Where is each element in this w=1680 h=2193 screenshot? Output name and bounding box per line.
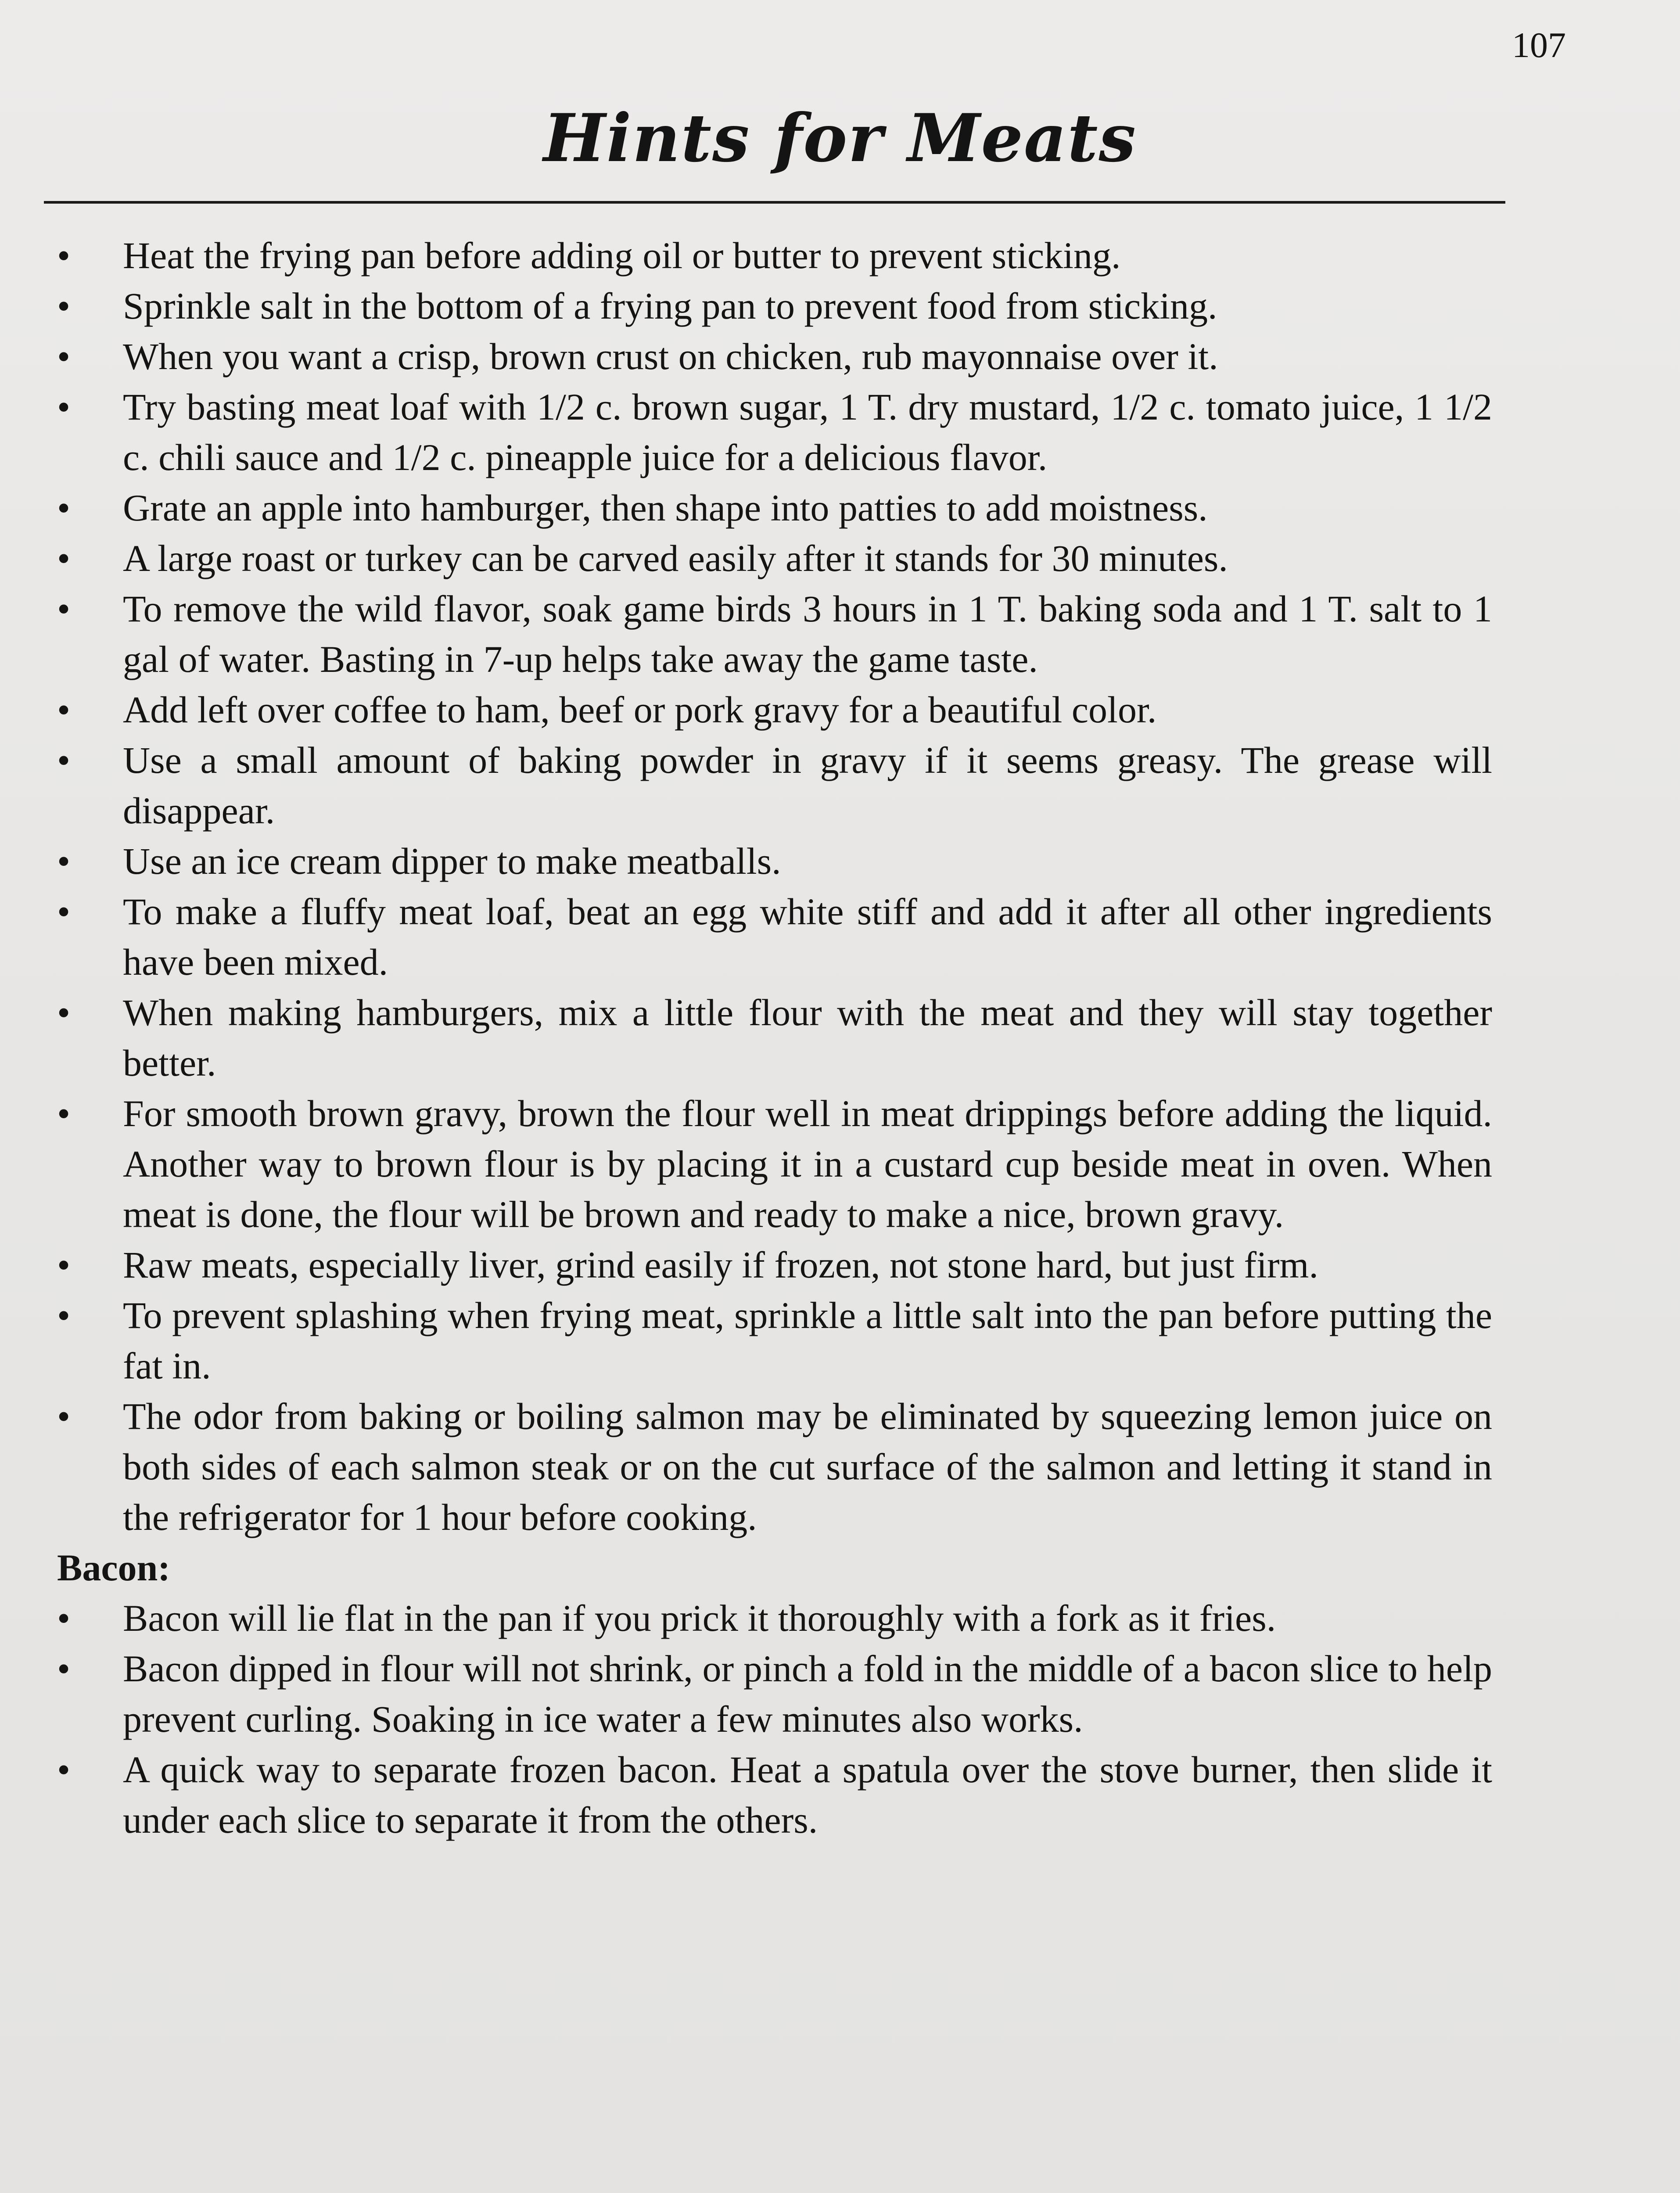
bacon-hint-item bbox=[57, 1644, 1492, 1744]
hint-item bbox=[57, 836, 1492, 887]
hint-text: Heat the frying pan before adding oil or butter to prevent sticking. bbox=[123, 234, 1121, 276]
hint-item bbox=[57, 685, 1492, 735]
bullet-icon: • bbox=[57, 890, 71, 933]
hint-item bbox=[57, 735, 1492, 836]
hint-text: To prevent splashing when frying meat, sprinkle a little salt into the pan before putting the fat in. bbox=[123, 1294, 1492, 1387]
hint-text: Use an ice cream dipper to make meatballs. bbox=[123, 840, 781, 882]
bacon-hint-item bbox=[57, 1593, 1492, 1644]
hint-text: To remove the wild flavor, soak game birds 3 hours in 1 T. baking soda and 1 T. salt to 1 gal of water. Basting in 7-up helps take away the game taste. bbox=[123, 588, 1492, 680]
hint-item bbox=[57, 1391, 1492, 1543]
hint-text: The odor from baking or boiling salmon may be eliminated by squeezing lemon juice on both sides of each salmon steak or on the cut surface of the salmon and letting it stand in the refrigerator for 1 hour before cooking. bbox=[123, 1395, 1492, 1538]
bullet-icon: • bbox=[57, 1597, 71, 1639]
bullet-icon: • bbox=[57, 689, 71, 731]
bullet-icon: • bbox=[57, 1647, 71, 1690]
hint-item bbox=[57, 281, 1492, 331]
bullet-icon: • bbox=[57, 1092, 71, 1134]
hints-content bbox=[57, 230, 1492, 1845]
bullet-icon: • bbox=[57, 386, 71, 428]
page-number: 107 bbox=[1512, 25, 1566, 65]
hint-item bbox=[57, 1240, 1492, 1290]
bacon-section-heading: Bacon: bbox=[57, 1547, 170, 1589]
bacon-hint-item bbox=[57, 1744, 1492, 1845]
hint-item bbox=[57, 987, 1492, 1088]
hint-text: Add left over coffee to ham, beef or pork gravy for a beautiful color. bbox=[123, 689, 1157, 731]
hint-text: When you want a crisp, brown crust on chicken, rub mayonnaise over it. bbox=[123, 335, 1218, 377]
hint-item bbox=[57, 1088, 1492, 1240]
bullet-icon: • bbox=[57, 335, 71, 377]
hint-text: For smooth brown gravy, brown the flour well in meat drippings before adding the liquid. Another way to brown flour is by placing it in a custard cup beside meat in oven. When meat is done, the flour will be brown and ready to make a nice, brown gravy. bbox=[123, 1092, 1492, 1235]
hint-text: Sprinkle salt in the bottom of a frying pan to prevent food from sticking. bbox=[123, 285, 1217, 327]
bullet-icon: • bbox=[57, 1395, 71, 1437]
hint-item bbox=[57, 483, 1492, 533]
hint-text: Bacon will lie flat in the pan if you prick it thoroughly with a fork as it fries. bbox=[123, 1597, 1276, 1639]
bullet-icon: • bbox=[57, 487, 71, 529]
bullet-icon: • bbox=[57, 991, 71, 1034]
bullet-icon: • bbox=[57, 739, 71, 781]
bullet-icon: • bbox=[57, 234, 71, 276]
bullet-icon: • bbox=[57, 1294, 71, 1336]
bullet-icon: • bbox=[57, 537, 71, 579]
hint-text: When making hamburgers, mix a little flour with the meat and they will stay together better. bbox=[123, 991, 1492, 1084]
hint-text: Try basting meat loaf with 1/2 c. brown sugar, 1 T. dry mustard, 1/2 c. tomato juice, 1 1/2 c. chili sauce and 1/2 c. pineapple juice for a delicious flavor. bbox=[123, 386, 1492, 478]
hint-text: Use a small amount of baking powder in gravy if it seems greasy. The grease will disappear. bbox=[123, 739, 1492, 832]
title-divider bbox=[44, 201, 1505, 204]
hint-text: To make a fluffy meat loaf, beat an egg white stiff and add it after all other ingredients have been mixed. bbox=[123, 890, 1492, 983]
hint-item bbox=[57, 230, 1492, 281]
hint-item bbox=[57, 331, 1492, 382]
hint-item bbox=[57, 382, 1492, 483]
hint-text: A large roast or turkey can be carved easily after it stands for 30 minutes. bbox=[123, 537, 1228, 579]
hint-item bbox=[57, 584, 1492, 685]
hint-item bbox=[57, 1290, 1492, 1391]
hint-text: Raw meats, especially liver, grind easily if frozen, not stone hard, but just firm. bbox=[123, 1244, 1318, 1286]
bullet-icon: • bbox=[57, 840, 71, 882]
hint-text: Bacon dipped in flour will not shrink, or pinch a fold in the middle of a bacon slice to help prevent curling. Soaking in ice water a few minutes also works. bbox=[123, 1647, 1492, 1740]
bullet-icon: • bbox=[57, 1748, 71, 1791]
hint-item bbox=[57, 533, 1492, 584]
hint-text: Grate an apple into hamburger, then shape into patties to add moistness. bbox=[123, 487, 1208, 529]
page-title: Hints for Meats bbox=[543, 100, 1137, 177]
bullet-icon: • bbox=[57, 588, 71, 630]
hint-text: A quick way to separate frozen bacon. Heat a spatula over the stove burner, then slide it under each slice to separate it from the others. bbox=[123, 1748, 1492, 1841]
bullet-icon: • bbox=[57, 1244, 71, 1286]
bullet-icon: • bbox=[57, 285, 71, 327]
hint-item bbox=[57, 887, 1492, 987]
